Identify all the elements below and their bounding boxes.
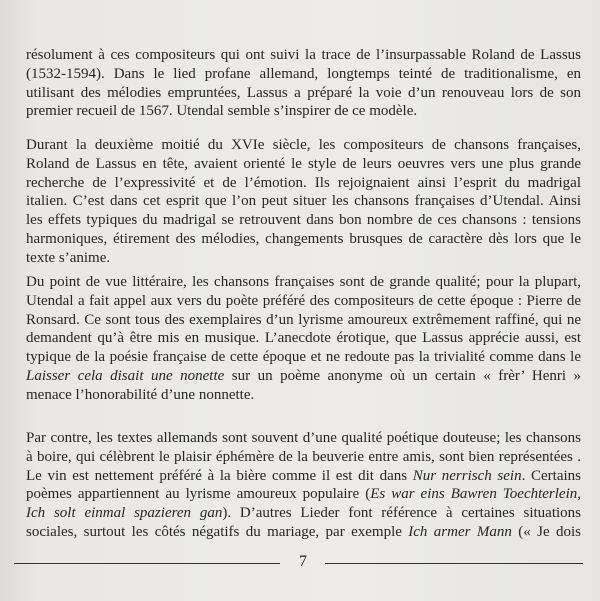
text-segment: sociales, surtout les côtés négatifs du mariage, par exemple	[26, 523, 409, 540]
text-segment: ). D’autres Lieder font référence à certaines situations	[222, 505, 581, 522]
italic-title: Nur nerrisch sein	[412, 467, 522, 484]
text-segment: demandent qu’à être mis en musique. L’anecdote érotique, que Lassus apprécie aussi, est	[26, 330, 581, 347]
text-segment: harmoniques, étirement des mélodies, changements brusques de caractère dès lors que le	[26, 230, 581, 247]
italic-title: Es war eins Bawren Toechterlein,	[370, 486, 582, 503]
text-line	[26, 174, 581, 193]
text-segment: Roland de Lassus en tête, avaient orienté le style de leurs oeuvres vers une plus grande	[26, 155, 581, 172]
paragraph	[26, 46, 581, 121]
footer-rule-right	[325, 563, 583, 564]
text-segment: sur un poème anonyme où un certain « frèr’ Henri »	[224, 367, 582, 384]
text-line	[26, 311, 581, 330]
text-segment: Durant la deuxième moitié du XVIe siècle, les compositeurs de chansons françaises,	[26, 137, 581, 153]
italic-title: Ich armer Mann	[408, 523, 512, 540]
text-line	[26, 485, 581, 504]
text-line	[26, 84, 581, 103]
paragraph	[26, 429, 581, 542]
text-line	[26, 46, 581, 65]
text-line	[26, 467, 581, 486]
text-line	[26, 192, 581, 211]
text-segment: Utendal a fait appel aux vers du poète préféré des compositeurs de cette époque : Pierre de	[26, 292, 581, 309]
text-line	[26, 273, 581, 292]
text-segment: texte s’anime.	[26, 249, 111, 266]
text-line	[26, 65, 581, 84]
text-segment: recherche de l’expressivité et de l’émotion. Ils rejoignaient ainsi l’esprit du madrigal	[26, 174, 581, 191]
text-line	[26, 429, 581, 448]
text-line	[26, 523, 581, 542]
text-segment: poèmes appartiennent au lyrisme amoureux populaire (	[26, 486, 371, 503]
text-segment: à boire, qui célèbrent le plaisir éphémère de la beuverie entre amis, sont bien représentées .	[26, 448, 581, 465]
text-segment: Le vin est nettement préféré à la bière comme il est dit dans	[26, 467, 413, 484]
text-line	[26, 155, 581, 174]
page-number: 7	[299, 553, 307, 570]
text-line	[26, 348, 581, 367]
text-segment: typique de la poésie française de cette époque et ne redoute pas la trivialité comme dans le	[26, 349, 581, 366]
footer-rule-left	[14, 563, 280, 564]
text-segment: Ronsard. Ce sont tous des exemplaires d’un lyrisme amoureux extrêmement raffiné, qui ne	[26, 311, 581, 328]
text-segment: premier recueil de 1567. Utendal semble s’inspirer de ce modèle.	[26, 103, 418, 120]
text-line	[26, 230, 581, 249]
paragraph	[26, 136, 581, 268]
text-line	[26, 329, 581, 348]
text-line	[26, 292, 581, 311]
text-line	[26, 102, 581, 121]
text-segment: (« Je dois	[511, 523, 581, 540]
text-line	[26, 504, 581, 523]
italic-title: Ich solt einmal spazieren gan	[26, 505, 223, 522]
text-segment: utilisant des mélodies empruntées, Lassus a préparé la voie d’un renouveau lors de son	[26, 84, 581, 101]
text-line	[26, 136, 581, 155]
text-segment: italien. C’est dans cet esprit que l’on peut situer les chansons françaises d’Utendal. Ainsi	[26, 193, 581, 210]
italic-title: Laisser cela disait une nonette	[26, 367, 225, 384]
text-line	[26, 211, 581, 230]
text-segment: Du point de vue littéraire, les chansons françaises sont de grande qualité; pour la plupart,	[26, 274, 581, 290]
text-segment: les effets typiques du madrigal se retrouvent dans bon nombre de ces chansons : tensions	[26, 212, 581, 229]
text-line	[26, 448, 581, 467]
text-segment: . Certains	[521, 467, 581, 484]
paragraph	[26, 273, 581, 405]
text-line	[26, 367, 581, 386]
text-segment: (1532-1594). Dans le lied profane allemand, longtemps teinté de traditionalisme, en	[26, 65, 581, 82]
text-segment: Par contre, les textes allemands sont souvent d’une qualité poétique douteuse; les chansons	[26, 430, 581, 446]
text-line	[26, 249, 581, 268]
text-line	[26, 386, 581, 405]
text-segment: menace l’honorabilité d’une nonnette.	[26, 386, 255, 403]
text-segment: résolument à ces compositeurs qui ont suivi la trace de l’insurpassable Roland de Lassus	[26, 47, 581, 63]
